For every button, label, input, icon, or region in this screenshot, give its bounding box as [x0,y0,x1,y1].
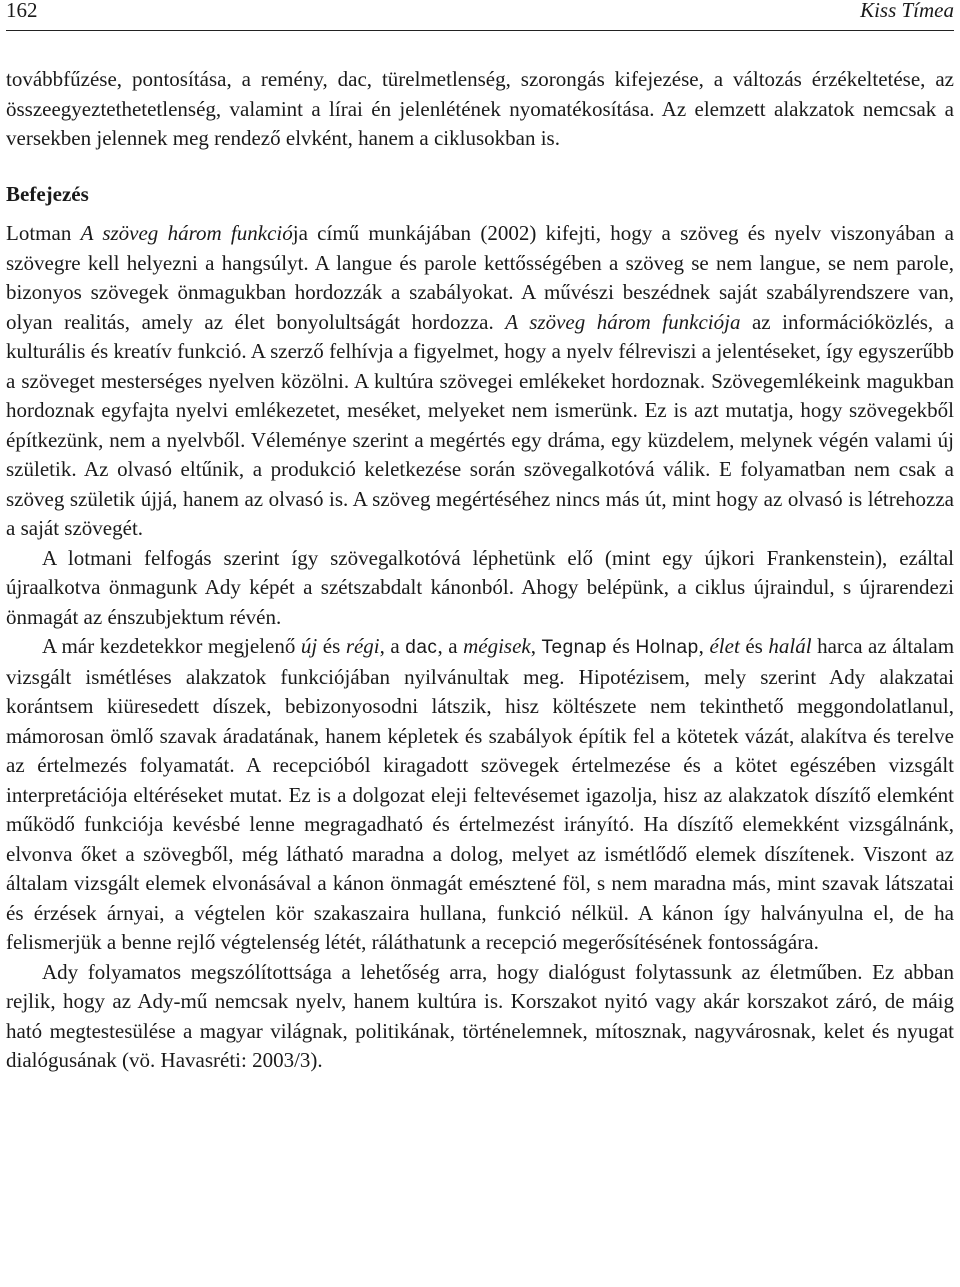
running-head-author: Kiss Tímea [860,0,954,22]
book-title-italic: A szöveg három funkció [80,221,293,245]
text-run: A már kezdetekkor megjelenő [42,634,301,658]
term-italic: új [300,634,318,658]
term-italic: régi [345,634,380,658]
text-run: harca az általam vizsgált ismétléses alakzatok funkciójában nyilvánultak meg. Hipotézisem, mely szerint Ady alakzatai korántsem kiüresedett díszek, bebizonyosodni látszik, hisz költészete nem tekinthető meggondolatlanul, mámorosan ömlő szavak áradatának, hanem képletek és szabályok építik fel a kötetek vázát, alakítva és terelve az értelmezés folyamatát. A recepcióból kiragadott szövegek értelmezése és a kötet egészében vizsgált interpretációja eltéréseket mutat. Ez is a dolgozat eleji feltevésemet igazolja, hisz az alakzatok díszítő elemként működő funkciója kevésbé lenne megragadható és értelmezést irányító. Ha díszítő elemekként vizsgálnánk, elvonva őket a szövegből, még látható maradna a dolog, melyet az ismétlődő elemek díszítenek. Viszont az általam vizsgált elemek elvonásával a kánon önmagát emésztené föl, s nem maradna más, mint szavak látszatai és érzések árnyai, a végtelen kör szakaszaira hullana, funkció nélkül. A kánon így halványulna el, de ha felismerjük a benne rejlő végtelenség létét, ráláthatunk a recepció megerősítésének fontosságára. [6,634,955,954]
book-title-italic: A szöveg három funkciója [505,309,741,334]
text-run: ja című munkájában (2002) kifejti, hogy a szöveg és nyelv viszonyában a szövegre kell helyezni a hangsúlyt. A langue és parole kettősségében a szöveg se nem langue, se nem parole, bizonyos szövegek önmagukban hordozzák a szabályokat. A művészi beszédnek saját szabályrendszere van, olyan realitás, amely az élet bonyolultságát hordozza. [6,221,954,334]
text-run: , a [379,634,406,658]
book-page [6,0,954,1076]
text-run: az információközlés, a kulturális és kreatív funkció. A szerző felhívja a figyelmet, hogy a nyelv félreviszi a jelentéseket, így egyszerűbb a szöveget mesterséges nyelven közölni. A kultúra szövegei emlékeket hordoznak. Szövegemlékeink magukban hordoznak egyfajta nyelvi emlékezetet, meséket, melyeket nem ismerünk. Ez is azt mutatja, hogy szövegekből építkezünk, nem a nyelvből. Véleménye szerint a megértés egy dráma, egy küzdelem, melynek végén valami új születik. Az olvasó eltűnik, a produkció keletkezése során szövegalkotóvá válik. E folyamatban nem csak a szöveg születik újjá, hanem az olvasó is. A szöveg megértéséhez nincs más út, mint hogy az olvasó is létrehozza a saját szövegét. [6,309,954,540]
text-run: , a [437,634,464,658]
text-run: és [739,634,769,658]
paragraph-hypothesis [6,632,954,958]
section-heading: Befejezés [6,181,89,206]
term-italic: élet [709,634,740,658]
body-text [6,65,954,1076]
paragraph-ady-dialogue: Ady folyamatos megszólítottsága a lehetőség arra, hogy dialógust folytassunk az életműben. Ez abban rejlik, hogy az Ady-mű nemcsak nyelv, hanem kultúra is. Korszakot nyitó vagy akár korszakot záró, de máig ható megtestesülése a magyar világnak, politikának, történelemnek, mítosznak, nagyvárosnak, kelet és nyugat dialógusának (vö. Havasréti: 2003/3). [6,959,954,1072]
term-sans: Holnap [635,637,699,658]
term-sans: Tegnap [541,637,607,658]
term-italic: mégisek [463,634,531,658]
paragraph-lotman [6,219,954,544]
text-run: , [530,634,542,658]
running-head [6,0,954,31]
text-run: , [698,634,710,658]
text-run: Lotman [6,221,81,245]
term-italic: halál [768,634,812,658]
page-number: 162 [6,0,38,22]
paragraph-continued: továbbfűzése, pontosítása, a remény, dac, türelmetlenség, szorongás kifejezése, a változás érzékeltetése, az összeegyeztethetetlenség, valamint a lírai én jelenlétének nyomatékosítása. Az elemzett alakzatok nemcsak a versekben jelennek meg rendező elvként, hanem a ciklusokban is. [6,67,954,150]
text-run: és [317,634,346,658]
term-sans: dac [405,637,438,658]
text-run: és [606,634,636,658]
paragraph-lotmani-felfogas: A lotmani felfogás szerint így szövegalkotóvá léphetünk elő (mint egy újkori Frankenstein), ezáltal újraalkotva önmagunk Ady képét a szétszabdalt kánonból. Ahogy belépünk, a ciklus újraindul, s újrarendezi önmagát az énszubjektum révén. [6,545,954,629]
